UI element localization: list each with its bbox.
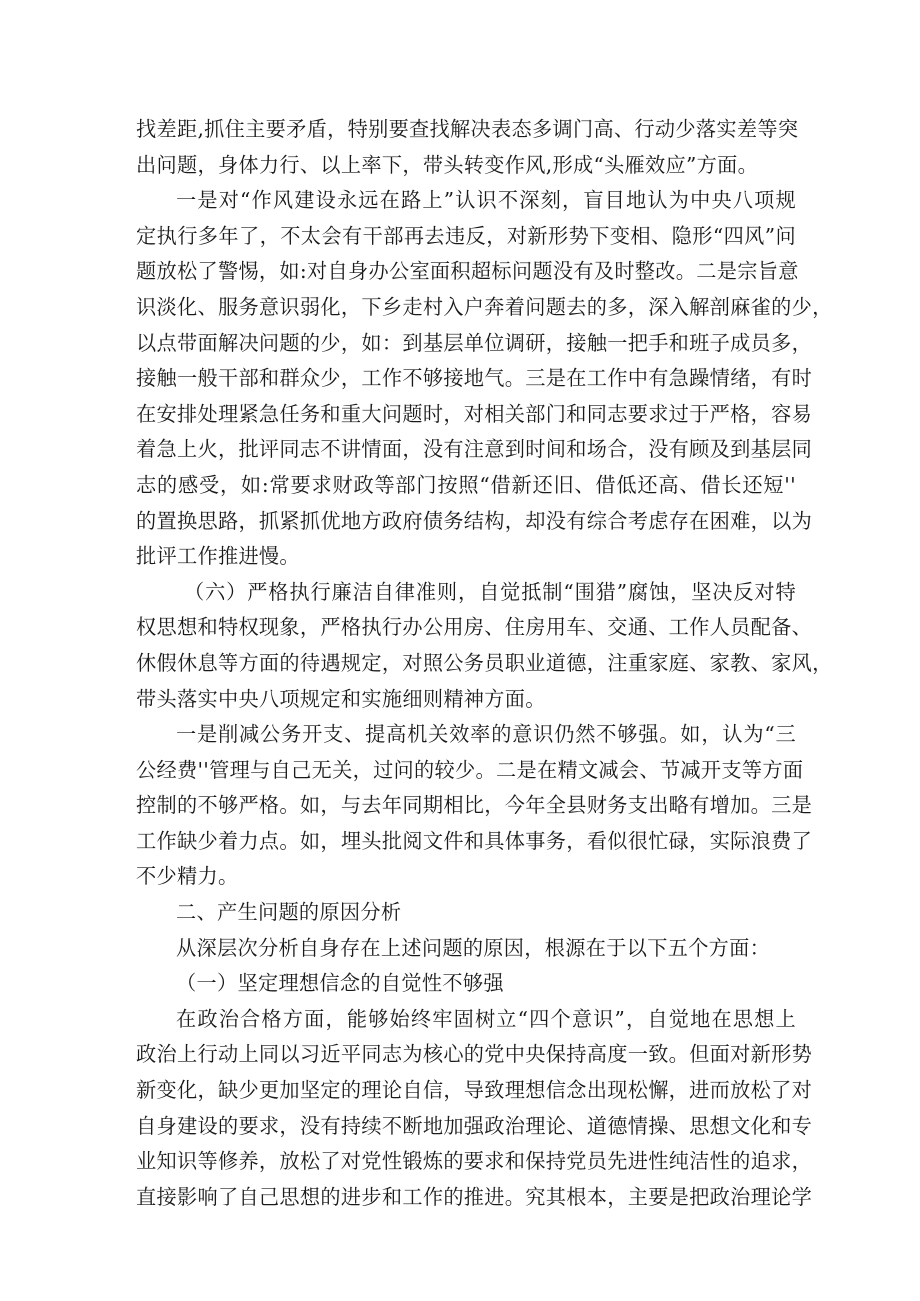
paragraph-line: 新变化，缺少更加坚定的理论自信，导致理想信念出现松懈，进而放松了对: [136, 1078, 813, 1103]
paragraph-line: 以点带面解决问题的少，如：到基层单位调研，接触一把手和班子成员多，: [136, 330, 813, 355]
paragraph-line: 一是对“作风建设永远在路上”认识不深刻，盲目地认为中央八项规: [176, 188, 796, 213]
paragraph-line: 在政治合格方面，能够始终牢固树立“四个意识”，自觉地在思想上: [176, 1006, 796, 1031]
subsection-heading: （一）坚定理想信念的自觉性不够强: [176, 971, 504, 996]
paragraph-line: 批评工作推进慢。: [136, 544, 300, 569]
paragraph-line: 权思想和特权现象，严格执行办公用房、住房用车、交通、工作人员配备、: [136, 615, 813, 640]
paragraph-line: 一是削减公务开支、提高机关效率的意识仍然不够强。如，认为“三: [176, 722, 796, 747]
paragraph-line: 业知识等修养，放松了对党性锻炼的要求和保持党员先进性纯洁性的追求，: [136, 1149, 813, 1174]
paragraph-line: 从深层次分析自身存在上述问题的原因，根源在于以下五个方面：: [176, 935, 771, 960]
paragraph-line: 政治上行动上同以习近平同志为核心的党中央保持高度一致。但面对新形势: [136, 1042, 813, 1067]
paragraph-line: 识淡化、服务意识弱化，下乡走村入户奔着问题去的多，深入解剖麻雀的少，: [136, 294, 833, 319]
paragraph-line: 出问题，身体力行、以上率下，带头转变作风,形成“头雁效应”方面。: [136, 152, 759, 177]
section-heading: （六）严格执行廉洁自律准则，自觉抵制“围猎”腐蚀，坚决反对特: [184, 579, 796, 604]
paragraph-line: 在安排处理紧急任务和重大问题时，对相关部门和同志要求过于严格，容易: [136, 401, 813, 426]
paragraph-line: 题放松了警惕，如:对自身办公室面积超标问题没有及时整改。二是宗旨意: [136, 259, 799, 284]
paragraph-line: 志的感受，如:常要求财政等部门按照“借新还旧、借低还高、借长还短'': [136, 472, 796, 497]
paragraph-line: 找差距,抓住主要矛盾，特别要查找解决表态多调门高、行动少落实差等突: [136, 117, 799, 141]
document-body: [136, 112, 833, 1215]
paragraph-line: 直接影响了自己思想的进步和工作的推进。究其根本，主要是把政治理论学: [136, 1184, 813, 1209]
paragraph-line: 公经费''管理与自己无关，过问的较少。二是在精文减会、节减开支等方面: [136, 757, 804, 782]
paragraph-line: 定执行多年了，不太会有干部再去违反，对新形势下变相、隐形“四风”问: [136, 223, 796, 248]
paragraph-line: 带头落实中央八项规定和实施细则精神方面。: [136, 686, 546, 711]
paragraph-line: 不少精力。: [136, 864, 239, 889]
paragraph-line: 着急上火，批评同志不讲情面，没有注意到时间和场合，没有顾及到基层同: [136, 437, 813, 462]
section-heading: 二、产生问题的原因分析: [176, 900, 402, 925]
paragraph-line: 的置换思路，抓紧抓优地方政府债务结构，却没有综合考虑存在困难，以为: [136, 508, 813, 533]
paragraph-line: 控制的不够严格。如，与去年同期相比，今年全县财务支出略有增加。三是: [136, 793, 813, 818]
paragraph-line: 接触一般干部和群众少，工作不够接地气。三是在工作中有急躁情绪，有时: [136, 366, 813, 391]
paragraph-line: 休假休息等方面的待遇规定，对照公务员职业道德，注重家庭、家教、家风，: [136, 650, 833, 675]
paragraph-line: 自身建设的要求，没有持续不断地加强政治理论、道德情操、思想文化和专: [136, 1113, 813, 1138]
paragraph-line: 工作缺少着力点。如，埋头批阅文件和具体事务，看似很忙碌，实际浪费了: [136, 828, 813, 853]
